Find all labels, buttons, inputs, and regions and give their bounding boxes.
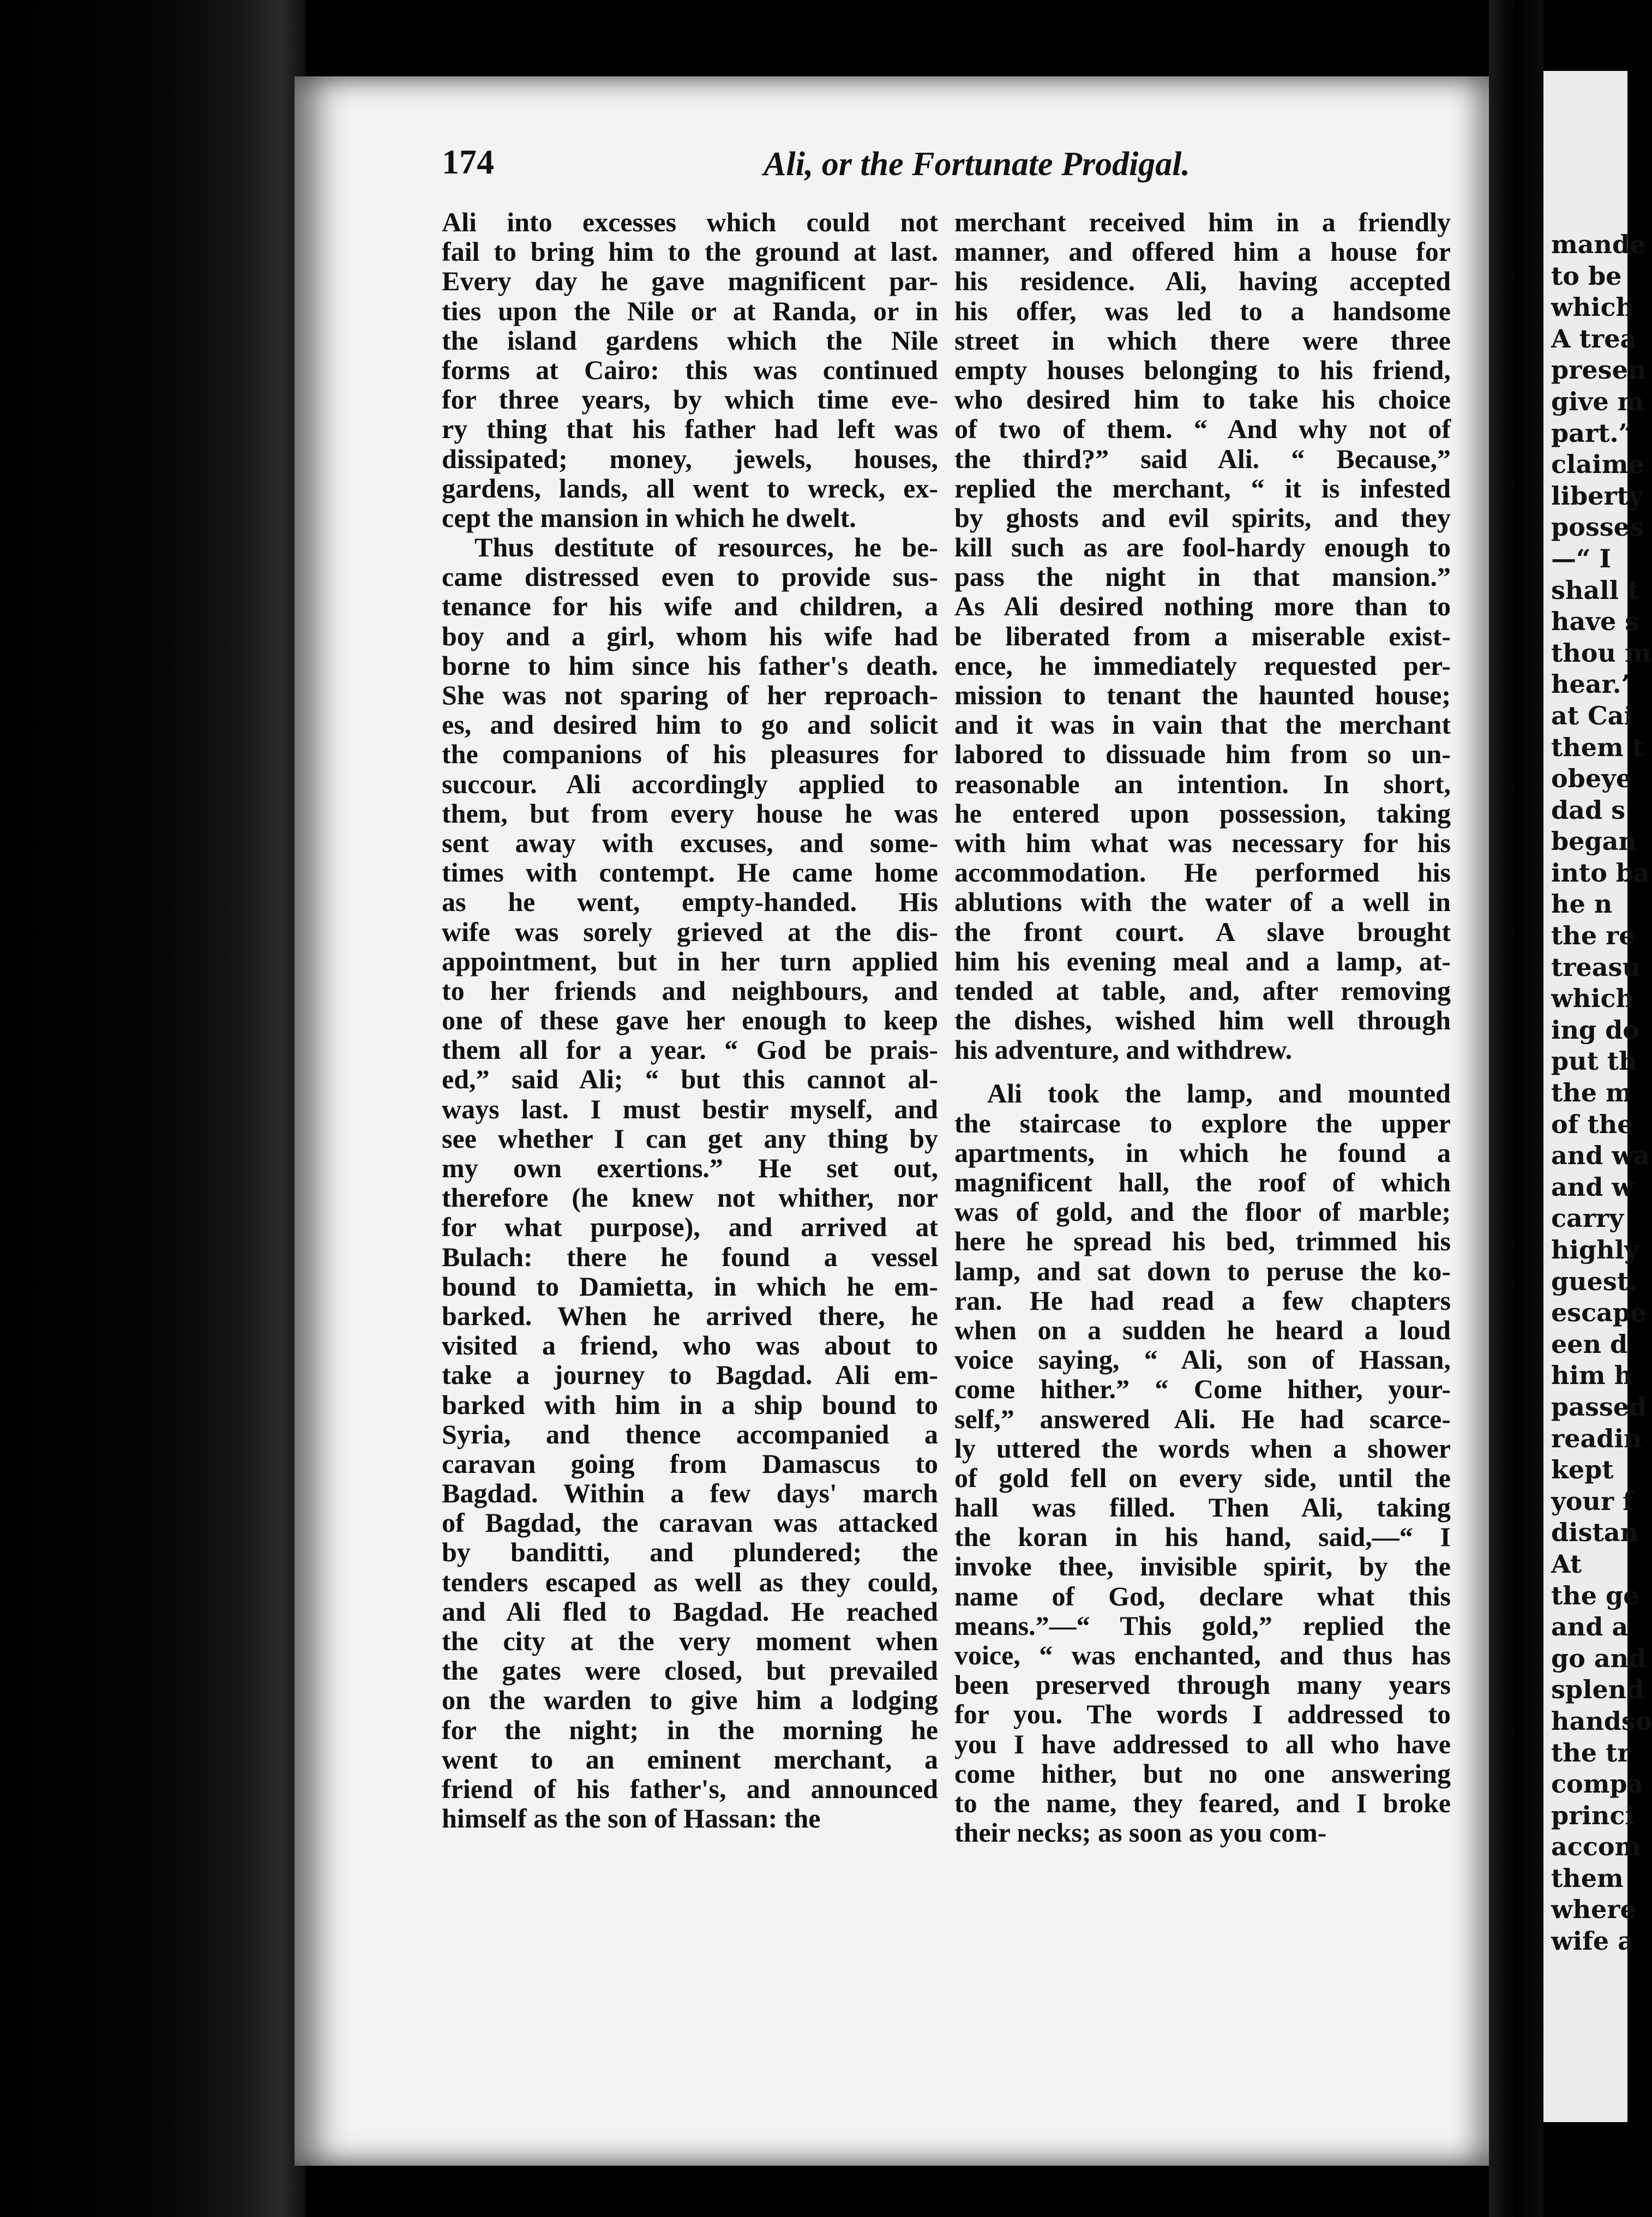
- text-line: ence, he immediately requested per-: [954, 650, 1451, 681]
- next-page-line: shall t: [1551, 575, 1639, 605]
- text-line: been preserved through many years: [954, 1669, 1451, 1700]
- next-page-line: At: [1551, 1549, 1582, 1579]
- next-page-line: put th: [1551, 1046, 1637, 1076]
- next-page-line: the re: [1551, 921, 1635, 951]
- text-line: for the night; in the morning he: [442, 1714, 938, 1745]
- next-page-line: claime: [1551, 450, 1644, 480]
- next-page-line: compa: [1551, 1769, 1644, 1799]
- next-page-line: presen: [1551, 355, 1647, 385]
- next-page-line: the ge: [1551, 1580, 1639, 1610]
- text-line: the island gardens which the Nile: [442, 325, 938, 356]
- right-text-column: [954, 207, 1451, 1847]
- text-line: ed,” said Ali; “ but this cannot al-: [442, 1064, 938, 1095]
- text-line: went to an eminent merchant, a: [442, 1743, 938, 1775]
- text-line: manner, and offered him a house for: [954, 236, 1451, 267]
- next-page-line: carry: [1551, 1203, 1624, 1233]
- text-line: ways last. I must bestir myself, and: [442, 1093, 938, 1124]
- text-line: Bagdad. Within a few days' march: [442, 1478, 938, 1509]
- text-line: voice, “ was enchanted, and thus has: [954, 1640, 1451, 1670]
- left-text-column: [442, 207, 938, 1833]
- text-line: reasonable an intention. In short,: [954, 768, 1451, 799]
- text-line: the koran in his hand, said,—“ I: [954, 1521, 1451, 1553]
- text-line: take a journey to Bagdad. Ali em-: [442, 1359, 938, 1391]
- text-line: fail to bring him to the ground at last.: [442, 236, 938, 267]
- text-line: mission to tenant the haunted house;: [954, 680, 1451, 710]
- next-page-line: mande: [1551, 230, 1646, 259]
- next-page-line: A trea: [1551, 323, 1637, 353]
- next-page-line: he n: [1551, 889, 1613, 919]
- text-line: ry thing that his father had left was: [442, 414, 938, 445]
- text-line: tenance for his wife and children, a: [442, 591, 938, 622]
- text-line: As Ali desired nothing more than to: [954, 591, 1451, 622]
- text-line: the third?” said Ali. “ Because,”: [954, 443, 1451, 474]
- text-line: who desired him to take his choice: [954, 384, 1451, 415]
- text-line: to the name, they feared, and I broke: [954, 1787, 1451, 1818]
- text-line: and Ali fled to Bagdad. He reached: [442, 1596, 938, 1627]
- next-page-line: escape: [1551, 1298, 1647, 1328]
- text-line: himself as the son of Hassan: the: [442, 1803, 821, 1834]
- text-line: as he went, empty-handed. His: [442, 886, 938, 918]
- text-line: see whether I can get any thing by: [442, 1123, 938, 1154]
- text-line: dissipated; money, jewels, houses,: [442, 443, 938, 474]
- next-page-line: them t: [1551, 732, 1644, 762]
- next-page-line: which: [1551, 984, 1634, 1014]
- next-page-line: the m: [1551, 1078, 1632, 1108]
- text-line: kill such as are fool-hardy enough to: [954, 532, 1451, 563]
- text-line: therefore (he knew not whither, nor: [442, 1182, 938, 1213]
- text-line: boy and a girl, whom his wife had: [442, 620, 938, 651]
- next-page-edge: [1543, 71, 1652, 2122]
- next-page-line: and w: [1551, 1172, 1634, 1202]
- next-page-line: readin: [1551, 1423, 1642, 1453]
- next-page-line: posses: [1551, 512, 1644, 542]
- text-line: means.”—“ This gold,” replied the: [954, 1610, 1451, 1641]
- next-page-line: princi: [1551, 1800, 1635, 1830]
- text-line: name of God, declare what this: [954, 1580, 1451, 1611]
- next-page-line: treasu: [1551, 952, 1641, 982]
- next-page-line: splend: [1551, 1675, 1644, 1705]
- text-line: ran. He had read a few chapters: [954, 1285, 1451, 1316]
- text-line: Syria, and thence accompanied a: [442, 1418, 938, 1449]
- text-line: them all for a year. “ God be prais-: [442, 1034, 938, 1065]
- text-line: visited a friend, who was about to: [442, 1330, 938, 1361]
- next-page-line: at Cai: [1551, 700, 1633, 730]
- next-page-line: kept: [1551, 1455, 1614, 1485]
- text-line: empty houses belonging to his friend,: [954, 354, 1451, 385]
- text-line: Every day he gave magnificent par-: [442, 266, 938, 297]
- next-page-line: accom: [1551, 1832, 1642, 1862]
- text-line: here he spread his bed, trimmed his: [954, 1226, 1451, 1257]
- text-line: the dishes, wished him well through: [954, 1005, 1451, 1036]
- next-page-line: them: [1551, 1863, 1624, 1893]
- next-page-line: handso: [1551, 1706, 1652, 1736]
- text-line: their necks; as soon as you com-: [954, 1817, 1327, 1848]
- text-line: come hither.” “ Come hither, your-: [954, 1374, 1451, 1405]
- next-page-line: wife a: [1551, 1926, 1634, 1956]
- text-line: ablutions with the water of a well in: [954, 886, 1451, 918]
- text-line: ly uttered the words when a shower: [954, 1433, 1451, 1464]
- text-line: for you. The words I addressed to: [954, 1699, 1451, 1730]
- text-line: gardens, lands, all went to wreck, ex-: [442, 472, 938, 504]
- text-line: lamp, and sat down to peruse the ko-: [954, 1255, 1451, 1286]
- text-line: him his evening meal and a lamp, at-: [954, 945, 1451, 976]
- next-page-line: dad s: [1551, 795, 1626, 825]
- text-line: pass the night in that mansion.”: [954, 561, 1451, 592]
- next-page-line: —“ I: [1551, 543, 1611, 573]
- page-number: 174: [442, 142, 494, 181]
- page-header: [295, 142, 1489, 202]
- next-page-line: and a: [1551, 1612, 1629, 1642]
- text-line: Thus destitute of resources, he be-: [474, 532, 938, 563]
- next-page-line: to be: [1551, 261, 1622, 291]
- text-line: replied the merchant, “ it is infested: [954, 472, 1451, 504]
- text-line: self,” answered Ali. He had scarce-: [954, 1403, 1451, 1434]
- next-page-line: liberty: [1551, 481, 1643, 511]
- next-page-line: your f: [1551, 1486, 1633, 1516]
- next-page-line: part.”: [1551, 418, 1633, 448]
- text-line: of gold fell on every side, until the: [954, 1462, 1451, 1493]
- text-line: merchant received him in a friendly: [954, 207, 1451, 237]
- text-line: his adventure, and withdrew.: [954, 1034, 1293, 1065]
- text-line: cept the mansion in which he dwelt.: [442, 502, 856, 533]
- next-page-line: een d: [1551, 1329, 1628, 1359]
- text-line: the companions of his pleasures for: [442, 739, 938, 770]
- text-line: barked. When he arrived there, he: [442, 1300, 938, 1331]
- text-line: you I have addressed to all who have: [954, 1728, 1451, 1759]
- text-line: forms at Cairo: this was continued: [442, 354, 938, 385]
- text-line: labored to dissuade him from so un-: [954, 739, 1451, 770]
- text-line: invoke thee, invisible spirit, by the: [954, 1551, 1451, 1582]
- next-page-line: him h: [1551, 1361, 1633, 1391]
- text-line: magnificent hall, the roof of which: [954, 1167, 1451, 1197]
- next-page-line: guest.: [1551, 1266, 1638, 1296]
- text-line: succour. Ali accordingly applied to: [442, 768, 938, 799]
- text-line: hall was filled. Then Ali, taking: [954, 1492, 1451, 1523]
- text-line: es, and desired him to go and solicit: [442, 709, 938, 740]
- text-line: by banditti, and plundered; the: [442, 1537, 938, 1568]
- text-line: sent away with excuses, and some-: [442, 827, 938, 858]
- text-line: one of these gave her enough to keep: [442, 1005, 938, 1036]
- text-line: Ali into excesses which could not: [442, 207, 938, 237]
- page-gutter: [1489, 0, 1543, 2217]
- next-page-line: and wa: [1551, 1141, 1650, 1171]
- next-page-line: where: [1551, 1895, 1636, 1925]
- text-line: accommodation. He performed his: [954, 857, 1451, 888]
- text-line: tended at table, and, after removing: [954, 975, 1451, 1006]
- text-line: Bulach: there he found a vessel: [442, 1241, 938, 1272]
- text-line: the gates were closed, but prevailed: [442, 1655, 938, 1686]
- text-line: he entered upon possession, taking: [954, 798, 1451, 829]
- next-page-text: [1543, 229, 1652, 1957]
- next-page-line: into ba: [1551, 858, 1650, 888]
- next-page-line: began: [1551, 826, 1637, 856]
- next-page-line: of the: [1551, 1109, 1633, 1139]
- text-line: for what purpose), and arrived at: [442, 1212, 938, 1243]
- text-line: borne to him since his father's death.: [442, 650, 938, 681]
- text-line: street in which there were three: [954, 325, 1451, 356]
- text-line: my own exertions.” He set out,: [442, 1153, 938, 1183]
- text-line: was of gold, and the floor of marble;: [954, 1196, 1451, 1227]
- text-line: with him what was necessary for his: [954, 827, 1451, 858]
- text-line: the front court. A slave brought: [954, 916, 1451, 947]
- next-page-line: the tr: [1551, 1737, 1631, 1767]
- text-line: times with contempt. He came home: [442, 857, 938, 888]
- text-line: tenders escaped as well as they could,: [442, 1566, 938, 1597]
- text-line: come hither, but no one answering: [954, 1758, 1451, 1789]
- next-page-line: passed: [1551, 1392, 1647, 1422]
- text-line: came distressed even to provide sus-: [442, 561, 938, 592]
- text-line: appointment, but in her turn applied: [442, 945, 938, 976]
- text-line: the staircase to explore the upper: [954, 1107, 1451, 1139]
- text-line: for three years, by which time eve-: [442, 384, 938, 415]
- text-line: to her friends and neighbours, and: [442, 975, 938, 1006]
- text-line: voice saying, “ Ali, son of Hassan,: [954, 1344, 1451, 1375]
- text-line: them, but from every house he was: [442, 798, 938, 829]
- text-line: and it was in vain that the merchant: [954, 709, 1451, 740]
- next-page-line: obeye: [1551, 764, 1632, 794]
- text-line: of two of them. “ And why not of: [954, 414, 1451, 445]
- text-line: when on a sudden he heard a loud: [954, 1314, 1451, 1345]
- text-line: his residence. Ali, having accepted: [954, 266, 1451, 297]
- next-page-line: distan: [1551, 1518, 1639, 1548]
- next-page-line: highly: [1551, 1235, 1639, 1265]
- next-page-line: thou m: [1551, 638, 1651, 668]
- text-line: She was not sparing of her reproach-: [442, 680, 938, 710]
- text-line: apartments, in which he found a: [954, 1137, 1451, 1168]
- next-page-line: go and: [1551, 1643, 1647, 1673]
- text-line: barked with him in a ship bound to: [442, 1389, 938, 1420]
- text-line: the city at the very moment when: [442, 1626, 938, 1656]
- text-line: of Bagdad, the caravan was attacked: [442, 1507, 938, 1538]
- next-page-line: which: [1551, 292, 1634, 322]
- book-binding-edge: [0, 0, 305, 2217]
- next-page-line: give m: [1551, 386, 1644, 416]
- text-line: by ghosts and evil spirits, and they: [954, 502, 1451, 533]
- text-line: caravan going from Damascus to: [442, 1448, 938, 1479]
- book-page: [295, 76, 1489, 2166]
- text-line: wife was sorely grieved at the dis-: [442, 916, 938, 947]
- text-line: his offer, was led to a handsome: [954, 295, 1451, 326]
- text-line: ties upon the Nile or at Randa, or in: [442, 295, 938, 326]
- text-line: bound to Damietta, in which he em-: [442, 1271, 938, 1302]
- text-line: on the warden to give him a lodging: [442, 1685, 938, 1716]
- text-line: Ali took the lamp, and mounted: [987, 1078, 1451, 1109]
- next-page-line: have s: [1551, 607, 1639, 637]
- text-line: friend of his father's, and announced: [442, 1773, 938, 1804]
- running-title: Ali, or the Fortunate Prodigal.: [764, 146, 1191, 183]
- next-page-line: ing do: [1551, 1015, 1639, 1045]
- next-page-line: hear.’: [1551, 669, 1630, 699]
- text-line: be liberated from a miserable exist-: [954, 620, 1451, 651]
